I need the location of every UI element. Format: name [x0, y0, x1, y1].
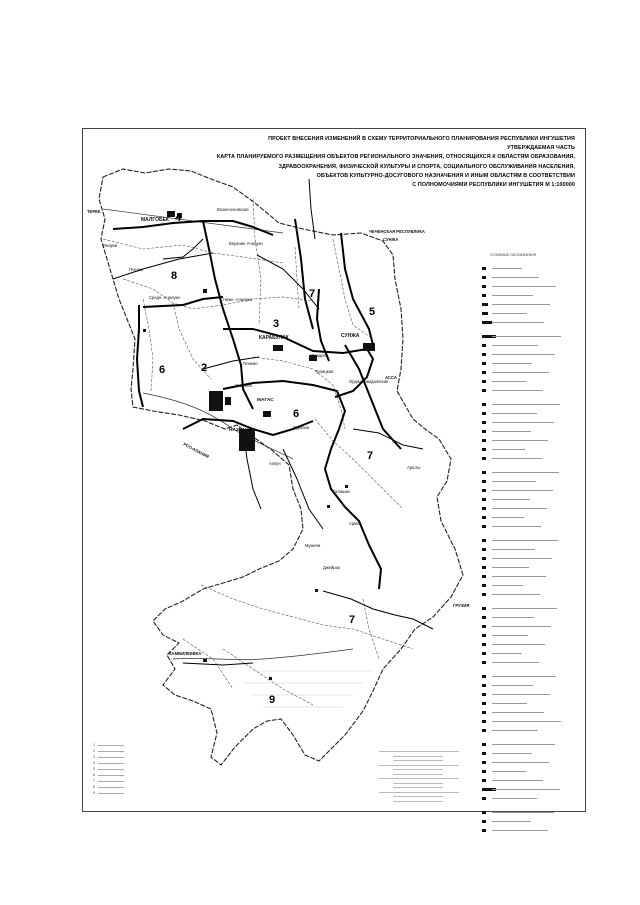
settlement-block	[273, 345, 283, 351]
note-row	[93, 743, 124, 747]
place-label: Инарки	[103, 243, 118, 248]
legend-symbol	[482, 743, 486, 746]
note-number: 1	[93, 743, 95, 747]
title-line: КАРТА ПЛАНИРУЕМОГО РАЗМЕЩЕНИЯ ОБЪЕКТОВ РЕГИОНАЛЬНОГО ЗНАЧЕНИЯ, ОТНОСЯЩИХСЯ К ОБЛАСТЯМ ОБРАЗОВАНИЯ,	[216, 154, 575, 161]
stamp-line	[393, 774, 443, 775]
place-label: Алкун	[269, 461, 281, 466]
note-row	[93, 785, 124, 789]
note-number: 4	[93, 761, 95, 765]
title-line: ОБЪЕКТОВ КУЛЬТУРНО-ДОСУГОВОГО НАЗНАЧЕНИЯ И ИНЫМ ОБЛАСТЯМ В СООТВЕТСТВИИ	[316, 172, 575, 179]
river-label-assa: АССА	[385, 375, 397, 380]
district-number: 7	[349, 614, 356, 626]
place-label: Пседах	[129, 267, 144, 272]
legend-symbol	[482, 380, 486, 383]
stamp-line	[379, 792, 459, 793]
legend-symbol	[482, 439, 486, 442]
note-row	[93, 767, 124, 771]
legend-text-placeholder	[492, 363, 532, 364]
legend-symbol	[482, 661, 486, 664]
district-number: 9	[269, 694, 276, 706]
settlement-block	[203, 289, 207, 293]
legend-symbol	[482, 693, 486, 696]
legend-text-placeholder	[492, 585, 523, 586]
legend-symbol	[482, 344, 486, 347]
legend-symbol	[482, 312, 488, 315]
legend-text-placeholder	[492, 345, 538, 346]
legend-symbol	[482, 548, 486, 551]
legend-text-placeholder	[492, 413, 537, 414]
legend-text-placeholder	[492, 540, 558, 541]
legend-text-placeholder	[492, 798, 537, 799]
settlement-block	[345, 485, 348, 488]
legend-text-placeholder	[492, 390, 543, 391]
legend-symbol	[482, 616, 486, 619]
legend-symbol	[482, 525, 486, 528]
legend-panel	[480, 253, 580, 793]
legend-symbol	[482, 480, 486, 483]
legend-text-placeholder	[492, 322, 544, 323]
legend-text-placeholder	[492, 526, 541, 527]
place-label: Нижн. Ачалуки	[223, 297, 252, 302]
place-label: Аршты	[407, 465, 421, 470]
legend-symbol	[482, 720, 486, 723]
legend-text-placeholder	[492, 676, 556, 677]
note-number: 2	[93, 749, 95, 753]
note-number: 3	[93, 755, 95, 759]
district-number: 7	[309, 288, 316, 300]
legend-symbol	[482, 507, 486, 510]
legend-text-placeholder	[492, 558, 552, 559]
place-label: Орджоникидзевская	[349, 379, 389, 384]
legend-text-placeholder	[492, 685, 533, 686]
settlement-block	[363, 343, 375, 351]
place-label: Армхи	[349, 521, 362, 526]
note-row	[93, 749, 124, 753]
legend-text-placeholder	[492, 490, 553, 491]
legend-text-placeholder	[492, 277, 539, 278]
stamp-line	[393, 760, 443, 761]
legend-text-placeholder	[492, 313, 527, 314]
legend-text-placeholder	[492, 594, 540, 595]
legend-symbol	[482, 471, 486, 474]
place-label: Вознесеновская	[217, 207, 249, 212]
legend-symbol	[482, 403, 486, 406]
legend-symbol	[482, 675, 486, 678]
region-label-georgia: ГРУЗИЯ	[453, 603, 470, 608]
district-number: 6	[293, 408, 300, 420]
legend-text-placeholder	[492, 608, 557, 609]
district-number: 3	[273, 318, 280, 330]
district-number: 7	[367, 450, 374, 462]
district-number: 6	[159, 364, 166, 376]
legend-text-placeholder	[492, 304, 550, 305]
stamp-line	[393, 801, 443, 802]
note-row	[93, 791, 124, 795]
stamp-line	[379, 765, 459, 766]
settlement-block	[143, 329, 146, 332]
legend-text-placeholder	[492, 576, 546, 577]
legend-symbol	[482, 625, 486, 628]
legend-text-placeholder	[492, 404, 560, 405]
legend-text-placeholder	[492, 635, 528, 636]
legend-text-placeholder	[492, 753, 532, 754]
place-label: Галашки	[333, 489, 350, 494]
title-block-stamp	[379, 751, 459, 807]
legend-text-placeholder	[492, 422, 554, 423]
legend-symbol	[482, 353, 486, 356]
region-label-ossetia: РСО-АЛАНИЯ	[182, 441, 210, 460]
legend-text-placeholder	[492, 780, 543, 781]
city-label-karabulak: КАРАБУЛАК	[259, 335, 289, 341]
legend-text-placeholder	[492, 721, 561, 722]
legend-symbol	[482, 752, 486, 755]
legend-text-placeholder	[492, 644, 545, 645]
legend-text-placeholder	[492, 626, 551, 627]
legend-symbol	[482, 770, 486, 773]
legend-text-placeholder	[492, 730, 538, 731]
legend-text-placeholder	[492, 286, 556, 287]
legend-symbol	[482, 267, 486, 270]
legend-symbol	[482, 285, 486, 288]
legend-text-placeholder	[492, 431, 531, 432]
river-label-terek: ТЕРЕК	[87, 209, 101, 214]
place-label: Мужичи	[305, 543, 321, 548]
legend-symbol	[482, 276, 486, 279]
legend-symbol	[482, 643, 486, 646]
city-label-nazran: НАЗРАНЬ	[229, 428, 253, 433]
legend-symbol	[482, 498, 486, 501]
legend-text-placeholder	[492, 336, 561, 337]
legend-symbol	[482, 321, 492, 324]
settlement-block	[203, 659, 207, 662]
settlement-block	[225, 397, 231, 405]
legend-symbol	[482, 820, 486, 823]
river-label-sunzha: СУНЖА	[383, 237, 399, 242]
legend-symbol	[482, 362, 486, 365]
district-number: 8	[171, 270, 178, 282]
settlement-block	[269, 677, 272, 680]
region-label-chechnya: ЧЕЧЕНСКАЯ РЕСПУБЛИКА	[369, 229, 425, 234]
legend-symbol	[482, 797, 486, 800]
note-row	[93, 755, 124, 759]
map-sheet	[82, 128, 586, 812]
legend-text-placeholder	[492, 372, 549, 373]
legend-symbol	[482, 412, 486, 415]
legend-symbol	[482, 729, 486, 732]
legend-symbol	[482, 457, 486, 460]
legend-text-placeholder	[492, 295, 533, 296]
legend-symbol	[482, 607, 486, 610]
place-label: Яндаре	[311, 353, 326, 358]
legend-text-placeholder	[492, 789, 560, 790]
place-label: Джейрах	[323, 565, 341, 570]
legend-text-placeholder	[492, 762, 549, 763]
stamp-line	[393, 783, 443, 784]
legend-symbol	[482, 448, 486, 451]
legend-text-placeholder	[492, 481, 536, 482]
legend-symbol	[482, 371, 486, 374]
note-number: 9	[93, 791, 95, 795]
note-row	[93, 779, 124, 783]
title-line: ЗДРАВООХРАНЕНИЯ, ФИЗИЧЕСКОЙ КУЛЬТУРЫ И СПОРТА, СОЦИАЛЬНОГО ОБСЛУЖИВАНИЯ НАСЕЛЕНИЯ,	[278, 163, 575, 170]
place-label-kambileevka: КАМБИЛЕЕВКА	[169, 651, 202, 656]
note-row	[93, 761, 124, 765]
legend-text-placeholder	[492, 653, 522, 654]
note-number: 7	[93, 779, 95, 783]
note-number: 8	[93, 785, 95, 789]
legend-symbol	[482, 711, 486, 714]
place-label: Верхние Ачалуки	[229, 241, 263, 246]
settlement-block	[327, 505, 330, 508]
city-label-malgobek: МАЛГОБЕК	[141, 217, 169, 223]
district-number: 5	[369, 306, 376, 318]
legend-text-placeholder	[492, 499, 530, 500]
title-line: С ПОЛНОМОЧИЯМИ РЕСПУБЛИКИ ИНГУШЕТИЯ М 1:100000	[412, 182, 575, 189]
legend-text-placeholder	[492, 268, 522, 269]
legend-symbol	[482, 575, 486, 578]
legend-symbol	[482, 584, 486, 587]
legend-symbol	[482, 557, 486, 560]
legend-text-placeholder	[492, 830, 548, 831]
legend-symbol	[482, 566, 486, 569]
legend-text-placeholder	[492, 508, 547, 509]
legend-symbol	[482, 702, 486, 705]
legend-text-placeholder	[492, 771, 526, 772]
settlement-block	[315, 589, 318, 592]
legend-header: УСЛОВНЫЕ ОБОЗНАЧЕНИЯ	[490, 253, 537, 257]
legend-text-placeholder	[492, 354, 555, 355]
legend-symbol	[482, 516, 486, 519]
settlement-block	[209, 391, 223, 411]
legend-text-placeholder	[492, 440, 548, 441]
legend-text-placeholder	[492, 472, 559, 473]
district-number: 2	[201, 362, 208, 374]
legend-symbol	[482, 652, 486, 655]
title-line: ПРОЕКТ ВНЕСЕНИЯ ИЗМЕНЕНИЙ В СХЕМУ ТЕРРИТОРИАЛЬНОГО ПЛАНИРОВАНИЯ РЕСПУБЛИКИ ИНГУШЕТИЯ	[268, 136, 575, 142]
legend-text-placeholder	[492, 694, 550, 695]
legend-symbol	[482, 389, 486, 392]
stamp-line	[379, 751, 459, 752]
legend-text-placeholder	[492, 449, 525, 450]
legend-symbol	[482, 593, 486, 596]
legend-symbol	[482, 294, 486, 297]
stamp-line	[393, 796, 443, 797]
place-label: Сурхахи	[293, 425, 310, 430]
title-line: УТВЕРЖДАЕМАЯ ЧАСТЬ	[507, 145, 575, 152]
stamp-line	[379, 778, 459, 779]
legend-symbol	[482, 761, 486, 764]
place-label: Средн. Ачалуки	[149, 295, 180, 300]
note-number: 5	[93, 767, 95, 771]
legend-symbol	[482, 811, 486, 814]
note-row	[93, 773, 124, 777]
legend-text-placeholder	[492, 744, 555, 745]
city-label-magas: МАГАС	[257, 398, 274, 403]
legend-symbol	[482, 684, 486, 687]
city-label-sunzha: СУНЖА	[341, 333, 360, 339]
settlement-block	[263, 411, 271, 417]
legend-symbol	[482, 303, 488, 306]
place-label: Троицкая	[315, 369, 334, 374]
stamp-line	[393, 769, 443, 770]
stamp-line	[393, 756, 443, 757]
legend-text-placeholder	[492, 549, 535, 550]
legend-symbol	[482, 430, 486, 433]
legend-text-placeholder	[492, 517, 524, 518]
legend-symbol	[482, 829, 486, 832]
legend-symbol	[482, 489, 486, 492]
legend-text-placeholder	[492, 381, 526, 382]
legend-symbol	[482, 421, 486, 424]
legend-text-placeholder	[492, 703, 527, 704]
legend-symbol	[482, 779, 486, 782]
place-label: Экажево	[235, 383, 252, 388]
legend-text-placeholder	[492, 662, 539, 663]
legend-text-placeholder	[492, 617, 534, 618]
place-label: Плиево	[243, 361, 258, 366]
legend-symbol	[482, 634, 486, 637]
legend-text-placeholder	[492, 458, 542, 459]
note-number: 6	[93, 773, 95, 777]
legend-text-placeholder	[492, 567, 529, 568]
legend-text-placeholder	[492, 712, 544, 713]
legend-text-placeholder	[492, 812, 554, 813]
district-number: 4	[175, 212, 182, 224]
legend-symbol	[482, 539, 486, 542]
legend-text-placeholder	[492, 821, 531, 822]
stamp-line	[393, 787, 443, 788]
